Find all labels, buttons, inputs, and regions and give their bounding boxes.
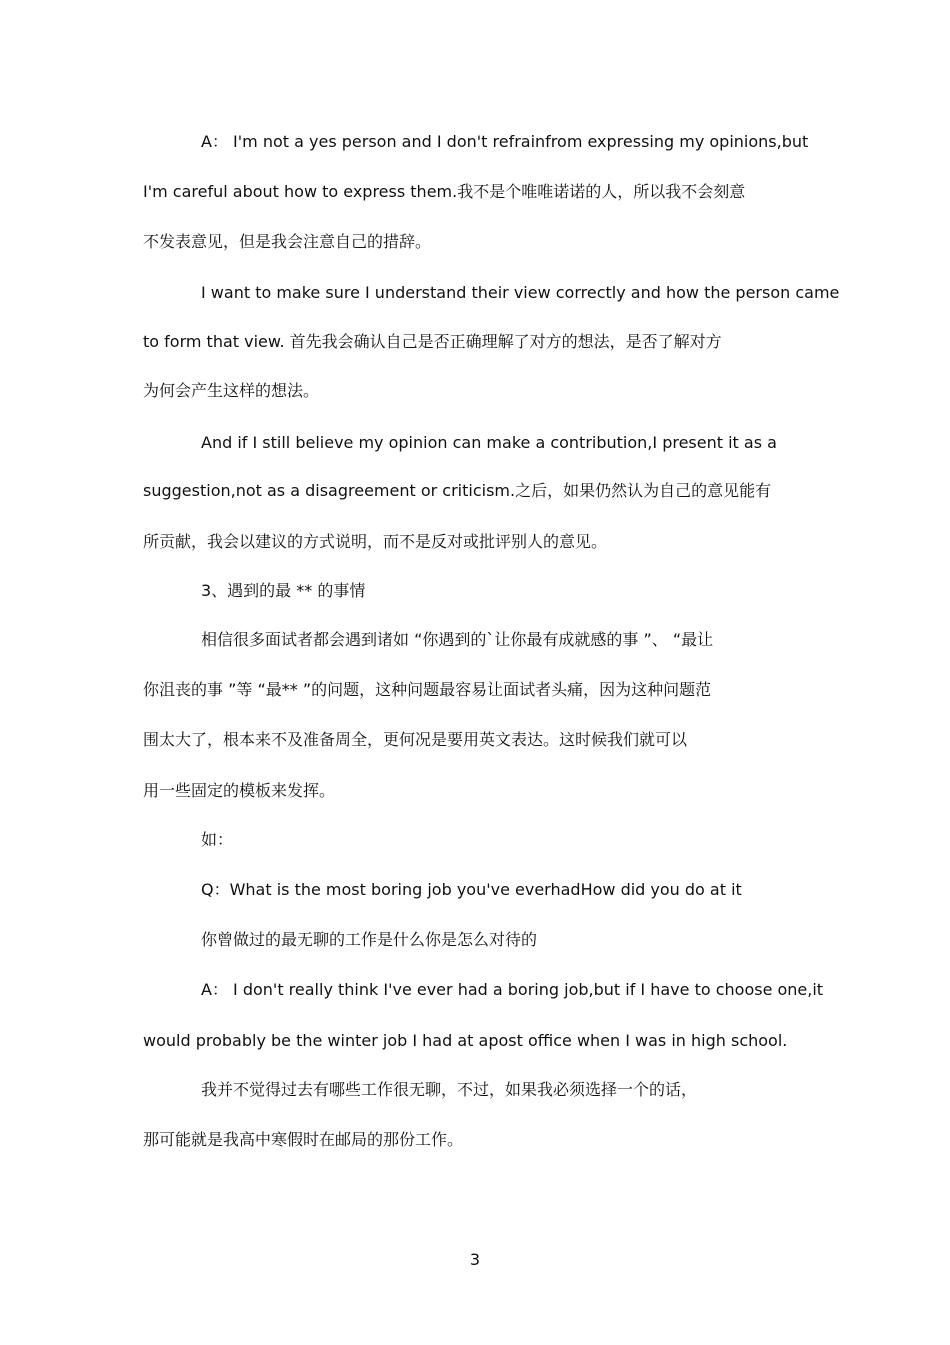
text-line-14: 用一些固定的模板来发挥。 xyxy=(143,781,336,800)
text-line-12: 你沮丧的事 ”等 “最** ”的问题，这种问题最容易让面试者头痛，因为这种问题范 xyxy=(143,680,712,699)
text-line-8: suggestion,not as a disagreement or criticism.之后，如果仍然认为自己的意见能有 xyxy=(143,481,772,500)
question-line-english: Q：What is the most boring job you've everhadHow did you do at it xyxy=(201,880,742,899)
text-line-7: And if I still believe my opinion can make a contribution,I present it as a xyxy=(201,433,777,452)
answer-line-4: 那可能就是我高中寒假时在邮局的那份工作。 xyxy=(143,1130,464,1149)
text-line-1: A： I'm not a yes person and I don't refrainfrom expressing my opinions,but xyxy=(201,132,809,151)
text-line-9: 所贡献，我会以建议的方式说明，而不是反对或批评别人的意见。 xyxy=(143,532,608,551)
text-line-4: I want to make sure I understand their view correctly and how the person came xyxy=(201,283,840,302)
text-line-15: 如： xyxy=(201,830,234,849)
text-line-11: 相信很多面试者都会遇到诸如 “你遇到的`让你最有成就感的事 ”、 “最让 xyxy=(201,630,714,649)
answer-line-1: A： I don't really think I've ever had a boring job,but if I have to choose one,it xyxy=(201,980,824,999)
text-line-2: I'm careful about how to express them.我不是个唯唯诺诺的人，所以我不会刻意 xyxy=(143,182,746,201)
answer-line-2: would probably be the winter job I had at apost office when I was in high school. xyxy=(143,1031,788,1050)
text-line-13: 围太大了，根本来不及准备周全，更何况是要用英文表达。这时候我们就可以 xyxy=(143,730,688,749)
text-line-5: to form that view. 首先我会确认自己是否正确理解了对方的想法，是否了解对方 xyxy=(143,332,722,351)
text-line-6: 为何会产生这样的想法。 xyxy=(143,381,320,400)
page-number: 3 xyxy=(469,1250,481,1269)
text-line-3: 不发表意见，但是我会注意自己的措辞。 xyxy=(143,232,432,251)
question-line-chinese: 你曾做过的最无聊的工作是什么你是怎么对待的 xyxy=(201,930,538,949)
section-heading: 3、遇到的最 ** 的事情 xyxy=(201,581,366,600)
answer-line-3: 我并不觉得过去有哪些工作很无聊，不过，如果我必须选择一个的话， xyxy=(201,1080,698,1099)
